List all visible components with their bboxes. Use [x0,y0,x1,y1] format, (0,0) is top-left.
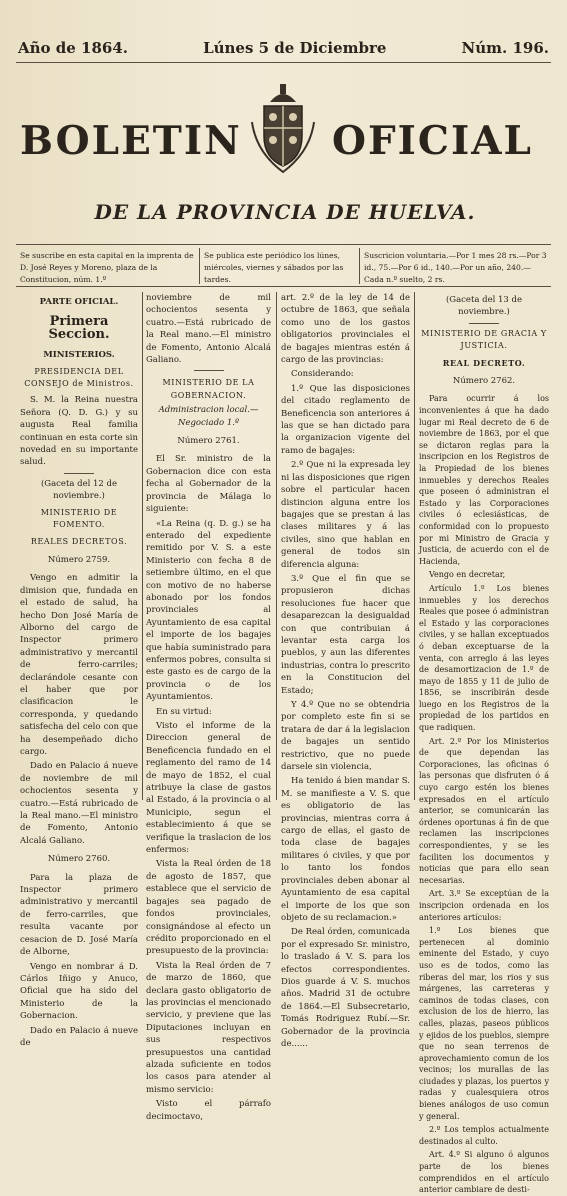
paragraph: Vengo en admitir la dimision que, fundada en el estado de salud, ha hecho Don José María de Alborno del cargo de Inspector primero administrativo y mercantil de ferro-carriles; declarándole cesante con el haber que por clasificacion le corresponda, y quedando satisfecha del celo con que ha desempeñado dicho cargo. [20,573,138,757]
section-heading: PARTE OFICIAL. [39,297,119,307]
paragraph: Artículo 1.º Los bienes inmuebles y los derechos Reales que posee ó administran el Estado y las corporaciones civiles, y se hallan exceptuados ó deban exceptuarse de la venta, con arreglo á las leyes de desamortizacion de 1.º de mayo de 1855 y 11 de julio de 1856, se inscribirán desde luego en los Registros de la propiedad de los partidos en que radiquen. [419,583,549,733]
masthead [18,36,549,60]
column-divider [142,292,143,800]
paragraph: 3.º Que el fin que se propusieron dichas resoluciones fue hacer que desaparezcan la desigualdad con que contribuian á levantar esta carga los pueblos, y aun las diferentes industrias, contra lo prescrito en la Constitucion del Estado; [281,573,410,696]
column-4 [419,292,549,1195]
subtitle: DE LA PROVINCIA DE HUELVA. [94,200,476,224]
column-2 [146,292,271,1122]
gazette-note: (Gaceta del 13 de noviembre.) [445,295,523,318]
title-left: BOLETIN [20,118,242,164]
divider [16,244,551,245]
issue-number: Núm. 196. [461,39,549,57]
paragraph: 1.º Los bienes que pertenecen al dominio eminente del Estado, y cuyo uso es de todos, como las riberas del mar, los rios y sus márgenes, las carreteras y caminos de todas clases, con exclusion de los de hierro, las calles, plazas, paseos públicos y ejidos de los pueblos, siempre que no sean terrenos de aprovechamiento comun de los vecinos; los murallas de las ciudades y plazas, los puertos y radas y cualesquiera otros bienes análogos de uso comun y general. [419,926,549,1121]
paragraph: Para ocurrir á los inconvenientes á que ha dado lugar mi Real decreto de 6 de noviembre de 1863, por el que se dictaron reglas para la inscripcion en los Registros de la Propiedad de los bienes inmuebles y derechos Reales que poseen ó administran el Estado y las Corporaciones civiles ó eclesiásticas, de conformidad con lo propuesto por mi Ministro de Gracia y Justicia, de acuerdo con el de Hacienda, [419,394,549,566]
subscription-info [16,248,551,284]
paragraph: Art. 4.º Si alguno ó algunos parte de los bienes comprendidos en el artículo anterior cambiare de desti- [419,1150,549,1195]
paragraph: Vista la Real órden de 7 de marzo de 1860, que declara gasto obligatorio de las provincias el mencionado servicio, y previene que las Diputaciones incluyan en sus respectivos presupuestos una cantidad alzada suficiente en todos los casos para atender al mismo servicio: [146,960,271,1095]
paragraph: En su virtud: [156,706,212,717]
gracia-heading: MINISTERIO DE GRACIA Y JUSTICIA. [421,328,547,351]
paragraph: 2.º Los templos actualmente destinados al culto. [419,1125,549,1146]
decree-number: Número 2762. [452,376,516,387]
section-title: Primera Seccion. [48,314,110,342]
column-3 [281,292,410,1049]
info-prices: Suscricion voluntaria.—Por 1 mes 28 rs.—Por 3 id., 75.—Por 6 id., 140.—Por un año, 240.—Cada n.º suelto, 2 rs. [359,248,551,284]
info-schedule: Se publica este periódico los lúnes, miércoles, viernes y sábados por las tardes. [199,248,359,284]
negociado: Administracion local.—Negociado 1.º [158,405,259,428]
paragraph: S. M. la Reina nuestra Señora (Q. D. G.) y su augusta Real familia continuan en esta corte sin novedad en su importante salud. [20,395,138,468]
fomento-heading: MINISTERIO DE FOMENTO. [40,507,118,530]
paragraph: Ha tenido á bien mandar S. M. se manifieste a V. S. que es obligatorio de las provincias, mientras corra á cargo de ellas, el gasto de toda clase de bagajes militares ó civiles, y que por lo tanto los fondos provinciales deben abonar al Ayuntamiento de esa capital el importe de los que son objeto de su reclamacion.» [281,776,410,923]
decree-number: Número 2759. [47,554,111,565]
divider [16,62,551,63]
paragraph: Vengo en nombrar á D. Cárlos Iñigo y Anuco, Oficial que ha sido del Ministerio de la Gobernacion. [20,961,138,1022]
paragraph: art. 2.º de la ley de 14 de octubre de 1863, que señala como uno de los gastos obligatorios provinciales el de bagajes mientras estén á cargo de las provincias: [281,293,410,366]
paragraph: Dado en Palacio á nueve de noviembre de mil ochocientos sesenta y cuatro.—Está rubricado de la Real mano.—El ministro de Fomento, Antonio Alcalá Galiano. [20,761,138,846]
paragraph: Para la plaza de Inspector primero administrativo y mercantil de ferro-carriles, que resulta vacante por cesacion de D. José María de Alborne, [20,872,138,958]
issue-year: Año de 1864. [18,39,128,57]
decretos-heading: REALES DECRETOS. [30,536,128,546]
paragraph: Visto el párrafo decimoctavo, [146,1099,271,1122]
gazette-note: (Gaceta del 12 de noviembre.) [40,478,118,502]
paragraph: 2.º Que ni la expresada ley ni las disposiciones que rigen sobre el particular hacen distincion alguna entre los bagajes que se prestan á las clases militares y á las civiles, sino que hablan en general de todos sin diferencia alguna: [281,460,410,570]
decree-number: Número 2760. [47,854,111,865]
paragraph: Art. 2.º Por los Ministerios de que dependan las Corporaciones, las oficinas ó las personas que disfruten ó á cuyo cargo estén los bienes expresados en el artículo anterior, se comunicarán las órdenes oportunas á fin de que reclamen las inscripciones correspondientes, y se les faciliten los documentos y noticias que para ello sean necesarias. [419,736,549,885]
presidencia-heading: PRESIDENCIA DEL CONSEJO de Ministros. [24,366,134,389]
title-right: OFICIAL [332,118,533,164]
paragraph: Considerando: [291,369,354,380]
column-1 [20,292,138,1048]
ministerios-heading: MINISTERIOS. [43,350,115,361]
paragraph: Dado en Palacio á nueve de [20,1025,138,1048]
coat-of-arms-icon [250,82,316,176]
paragraph: 1.º Que las disposiciones del citado reglamento de Beneficencia son anteriores á las que se han dictado para la organizacion vigente del ramo de bagajes: [281,383,410,456]
info-print: Se suscribe en esta capital en la imprenta de D. José Reyes y Moreno, plaza de la Constitucion, núm. 1.º [20,251,194,284]
paragraph: Vengo en decretar, [429,570,506,580]
issue-date: Lúnes 5 de Diciembre [203,39,387,57]
paragraph: noviembre de mil ochocientos sesenta y cuatro.—Está rubricado de la Real mano.—El ministro de Fomento, Antonio Alcalá Galiano. [146,293,271,366]
gobernacion-heading: MINISTERIO DE LA GOBERNACION. [162,378,255,400]
decree-number: Número 2761. [177,436,240,447]
paragraph: Visto el informe de la Direccion general de Beneficencia fundado en el reglamento del ramo de 14 de mayo de 1852, el cual atribuye la clase de gastos al Estado, á la provincia o al Municipio, segun el establecimiento á que se verifique la traslacion de los enfermos: [146,721,271,856]
paragraph: El Sr. ministro de la Gobernacion dice con esta fecha al Gobernador de la provincia de Málaga lo siguiente: [146,454,271,515]
paragraph: De Real órden, comunicada por el expresado Sr. ministro, lo traslado á V. S. para los efectos correspondientes. Dios guarde á V. S. muchos años. Madrid 31 de octubre de 1864.—El Subsecretario, Tomás Rodriguez Rubí.—Sr. Gobernador de la provincia de...... [281,927,410,1049]
paragraph: Art. 3.º Se exceptúan de la inscripcion ordenada en los anteriores artículos: [419,889,549,922]
column-divider [414,292,415,800]
paragraph: «La Reina (q. D. g.) se ha enterado del expediente remitido por V. S. a este Ministerio con fecha 8 de setiembre último, en el que con motivo de no haberse abonado por los fondos provinciales al Ayuntamiento de esa capital el importe de los bagajes que había suministrado para enfermos pobres, consulta si este gasto es de cargo de la provincia o de los Ayuntamientos. [146,518,271,703]
column-divider [276,292,277,800]
paragraph: Vista la Real órden de 18 de agosto de 1857, que establece que el servicio de bagajes sea pagado de fondos provinciales, consignándose al efecto un crédito proporcionado en el presupuesto de la provincia: [146,859,271,957]
divider [16,286,551,287]
paragraph: Y 4.º Que no se obtendria por completo este fin si se tratara de dar á la legislacion de bagajes un sentido restrictivo, que no puede darsele sin violencia, [281,700,410,773]
decreto-heading: REAL DECRETO. [442,357,526,368]
